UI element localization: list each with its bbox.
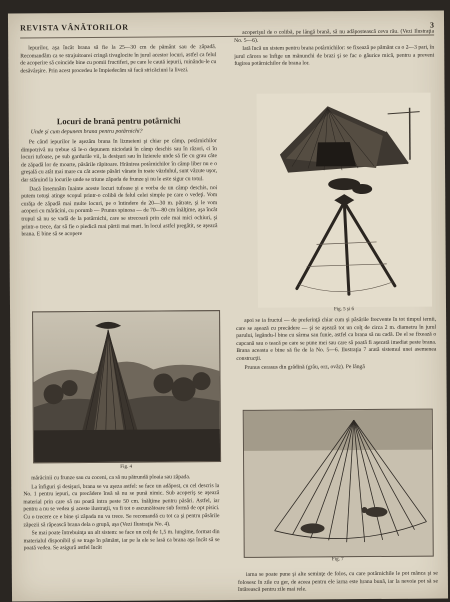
paragraph: Se mai poate întrebuinţa un alt sistem: se face un colţ de 1,5 m. lungime, format din materialul disponibil şi se trage în pământ, iar pe la ele se lasă ca brana aşa încât să se poată vedea. Se asigură astfel încât — [23, 529, 220, 552]
column-1-top-text — [20, 44, 216, 77]
column-2-top-text — [234, 29, 434, 70]
paragraph: Iată încă un sistem pentru brana potârnichilor: se fixează pe pământ ca o 2—3 pari, în jurul cărora se înfige un mănunchi de brazi şi se fac o găurice mică, pentru a preveni fugirea potârnichilor de brana lor. — [234, 44, 435, 68]
paragraph: La înfiguri şi desişuri, brana se va aşeza astfel: se face un adăpost, cu cel descris la No. 1 pentru iepuri, cu precădere însă să nu se pună nimic. Sub acoperiş se aşează material prin care să nu poată intra peste 50 cm. înălţime pentru păsări. Astfel, iar pentru a nu se vedea şi aceste ilustraţii, va fi tot o ascunzătoare sub formă de opt pisici. Cu o trecere ce e bine şi zăpada nu va trece. Se recomandă cu tot ca şi pentru păsările zăpezii să răpească brana dela o grupă, aşa (Vezi Ilustraţia No. 4). — [23, 482, 220, 528]
column-2-mid-text — [236, 317, 436, 374]
figure-7-caption: Fig. 7 — [331, 557, 344, 563]
paragraph: apoi se ia fructul — de preferinţă chiar cum şi păsările frecvente în tot timpul iernii, care se aşează cu precădere — şi se aşează tot un colţ de circa 2 m. diametru în jurul parului, legându-l bine cu sârma sau funie, astfel ca brana să nu cadă. De el se fixează o capcană sau o teacă pe care se pune mei sau care să poată fi aşezată imediat peste brana. Brana aceasta e bine să fie de la No. 5—6. Ilustraţia 7 arată sistemul unei asemenea construcţii. — [236, 316, 437, 362]
figure-5-6-drawing — [257, 93, 432, 308]
paragraph: Prunus cerasus din grădină (grâu, orz, ovăz). Pe lângă — [244, 363, 365, 371]
column-1-bottom-text — [23, 474, 220, 554]
section-subheading: Unde şi cum depunem brana pentru potârnichi? — [30, 128, 143, 136]
section-heading: Locuri de brană pentru potârnichi — [56, 116, 181, 127]
paragraph: Dacă însemnăm înainte aceste locuri tufoase şi e vorba de un câmp deschis, noi putem totuşi atinge scopul printr-o colibă de felul celei simple pe care o vedeţi. Vom curăţa de zăpadă mai multe locuri, pe o întindere de 20—30 m. pătrate, şi le vom acoperi cu mărăcini, cu porumb — Prunus spinosa — de 70—80 cm înălţime, aşa încât trupul să nu se vadă de la potârnichi, care se strecoară prin cele mai mici ochiuri, şi printr-o trece, dar să fie o piedică mai pârtii mai mari. în locul astfel pregătit, se aşează brana. E bine să se acopere — [21, 184, 218, 238]
figure-4-caption: Fig. 4 — [120, 464, 132, 470]
magazine-title: REVISTA VÂNĂTORILOR — [20, 22, 129, 33]
figure-5-6-illustration — [258, 94, 431, 307]
paragraph: acoperişul de o colibă, pe lângă brană, să nu adăpostească ceva rău. (Vezi Ilustraţia No. 5—6). — [234, 28, 435, 44]
document-page — [8, 10, 448, 601]
page-number: 3 — [430, 20, 435, 30]
paragraph: iarna se poate pune şi alte seminţe de folos, cu care potârnichile le pot mânca şi se folosesc în zile cu ger, de aceea pentru ele iarna este hrana bună, iar la nevoie pot să se întărească pentru zile mai rele. — [237, 570, 438, 594]
column-1-mid-text — [21, 138, 218, 240]
figure-4-photo — [32, 310, 221, 463]
figure-7-illustration — [244, 410, 433, 557]
figure-4-illustration — [33, 311, 220, 462]
figure-7-photo — [243, 409, 434, 558]
paragraph: lepurilor, aşa încât brana să fie la 25—30 cm de pământ sau de zăpadă. Recomandăm ca se strajuitoarei cringă tivaglocite în jurul acestor locuri, astfel ca felul de acoperire să coincide bine cu pomii fructiferi, pe care le caută iepurii, ruinându-le cu desăvârşire. Prin acest procedeu le împiedecăm să facă stricăciuni la livezi. — [20, 44, 217, 75]
column-2-bottom-text — [238, 571, 438, 596]
figure-5-6-caption: Fig. 5 şi 6 — [333, 307, 355, 313]
paragraph: mărăcinii cu frunze sau cu coceni, ca să nu pătrundă ploaia sau zăpada. — [31, 474, 191, 482]
paragraph: Pe când iepurilor le aşezăm brana în lizmeieni şi chiar pe câmp, potârnichilor dimpotrivă nu trebue să le-o depunem niciodată în câmp deschis sau în răzori, ci în locuri tufoase, pe sub gardurile vii, la desişuri sau în lizierele unde să fie cu grau câte de zăpadă lor de moarte, păsările răpitoare. Hrănirea potârnichilor în câmp liber nu e o greşală cu atât mai mare cu cât aceste păsări vânate în toate văzduhul, sunt văzute uşor, dar stăruind la locurile unde se triune zăpada de frunze şi nu le este sigur cu totul. — [20, 138, 218, 184]
